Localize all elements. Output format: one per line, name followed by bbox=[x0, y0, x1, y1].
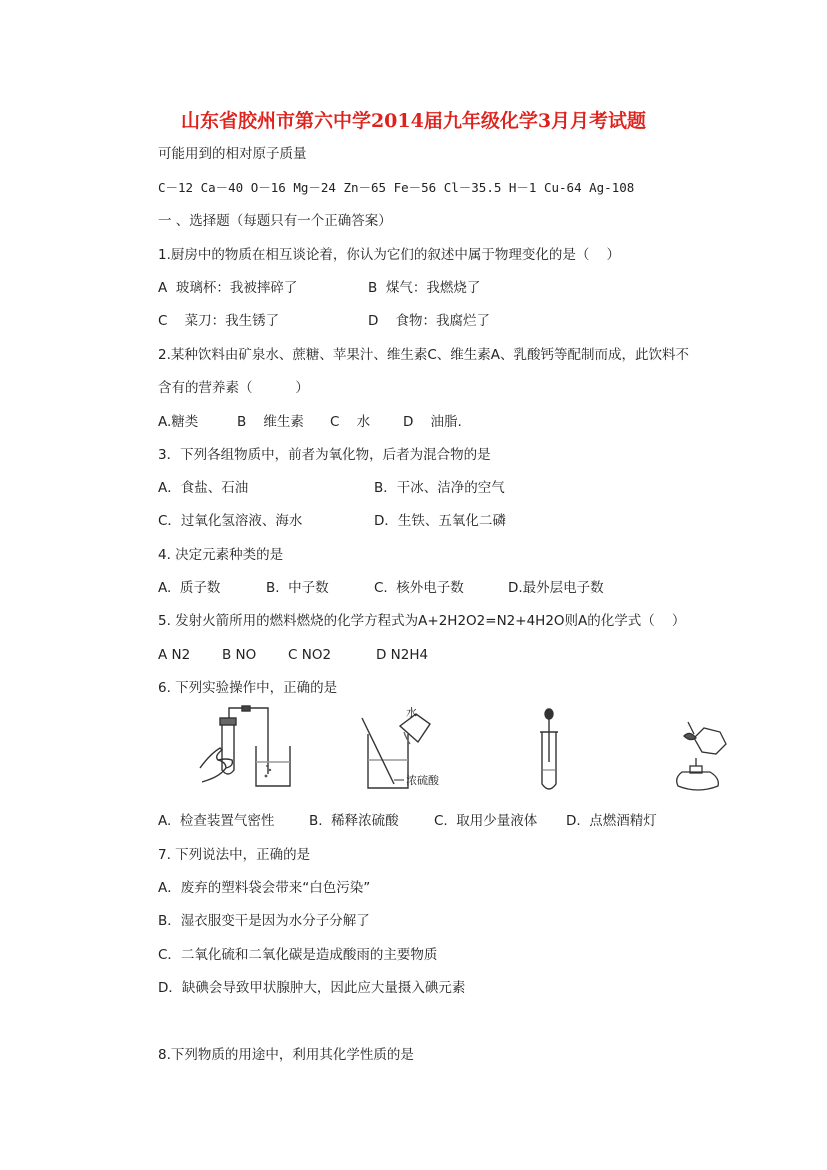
q1-option-b: B 煤气：我燃烧了 bbox=[368, 280, 481, 296]
q6-option-c: C. 取用少量液体 bbox=[434, 813, 538, 829]
q1-option-c: C 菜刀：我生锈了 bbox=[158, 313, 280, 329]
q5-option-d: D N2H4 bbox=[376, 647, 429, 663]
q6-option-a: A. 检查装置气密性 bbox=[158, 813, 275, 829]
gas-tightness-check-figure bbox=[196, 704, 296, 792]
q5-stem: 5. 发射火箭所用的燃料燃烧的化学方程式为A+2H2O2=N2+4H2O则A的化学式（ ） bbox=[158, 613, 686, 629]
q2-option-a: A.糖类 bbox=[158, 414, 199, 430]
q6-option-b: B. 稀释浓硫酸 bbox=[309, 813, 399, 829]
q5-option-c: C NO2 bbox=[288, 647, 332, 663]
q6-stem: 6. 下列实验操作中，正确的是 bbox=[158, 680, 338, 696]
intro-text: 可能用到的相对原子质量 bbox=[158, 146, 307, 162]
q1-option-d: D 食物：我腐烂了 bbox=[368, 313, 491, 329]
q3-option-d: D．生铁、五氧化二磷 bbox=[374, 513, 506, 529]
q2-option-c: C 水 bbox=[330, 414, 371, 430]
q7-option-b: B．湿衣服变干是因为水分子分解了 bbox=[158, 913, 370, 929]
q2-option-d: D 油脂. bbox=[403, 414, 462, 430]
q4-option-c: C. 核外电子数 bbox=[374, 580, 464, 596]
q2-option-b: B 维生素 bbox=[237, 414, 304, 430]
page-title: 山东省胶州市第六中学2014届九年级化学3月月考试题 bbox=[180, 110, 647, 132]
q3-option-a: A．食盐、石油 bbox=[158, 480, 249, 496]
figure-label-acid: 浓硫酸 bbox=[406, 774, 439, 787]
q3-option-b: B．干冰、洁净的空气 bbox=[374, 480, 505, 496]
q7-option-d: D．缺碘会导致甲状腺肿大，因此应大量摄入碘元素 bbox=[158, 980, 466, 996]
q2-stem-line2: 含有的营养素（ ） bbox=[158, 380, 309, 396]
q2-stem-line1: 2.某种饮料由矿泉水、蔗糖、苹果汁、维生素C、维生素A、乳酸钙等配制而成，此饮料不 bbox=[158, 347, 690, 363]
q7-option-c: C．二氧化硫和二氧化碳是造成酸雨的主要物质 bbox=[158, 947, 438, 963]
q5-option-a: A N2 bbox=[158, 647, 191, 663]
q6-option-d: D. 点燃酒精灯 bbox=[566, 813, 657, 829]
alcohol-lamp-figure bbox=[664, 720, 730, 794]
q1-option-a: A 玻璃杯：我被摔碎了 bbox=[158, 280, 298, 296]
q7-stem: 7. 下列说法中，正确的是 bbox=[158, 847, 311, 863]
q4-stem: 4. 决定元素种类的是 bbox=[158, 547, 284, 563]
figure-label-water: 水 bbox=[406, 706, 417, 719]
q5-option-b: B NO bbox=[222, 647, 257, 663]
dilute-acid-figure bbox=[360, 704, 470, 796]
q4-option-a: A. 质子数 bbox=[158, 580, 221, 596]
q4-option-b: B. 中子数 bbox=[266, 580, 329, 596]
atomic-masses: C－12 Ca－40 O－16 Mg－24 Zn－65 Fe－56 Cl－35.5 H－1 Cu-64 Ag-108 bbox=[158, 180, 635, 195]
q7-option-a: A．废弃的塑料袋会带来“白色污染” bbox=[158, 880, 371, 896]
q4-option-d: D.最外层电子数 bbox=[508, 580, 604, 596]
section-heading: 一 、选择题（每题只有一个正确答案） bbox=[158, 213, 392, 229]
q1-stem: 1.厨房中的物质在相互谈论着，你认为它们的叙述中属于物理变化的是（ ） bbox=[158, 247, 621, 263]
dropper-figure bbox=[534, 708, 564, 794]
q3-option-c: C．过氧化氢溶液、海水 bbox=[158, 513, 303, 529]
q8-stem: 8.下列物质的用途中，利用其化学性质的是 bbox=[158, 1047, 414, 1063]
q3-stem: 3．下列各组物质中，前者为氧化物，后者为混合物的是 bbox=[158, 447, 491, 463]
